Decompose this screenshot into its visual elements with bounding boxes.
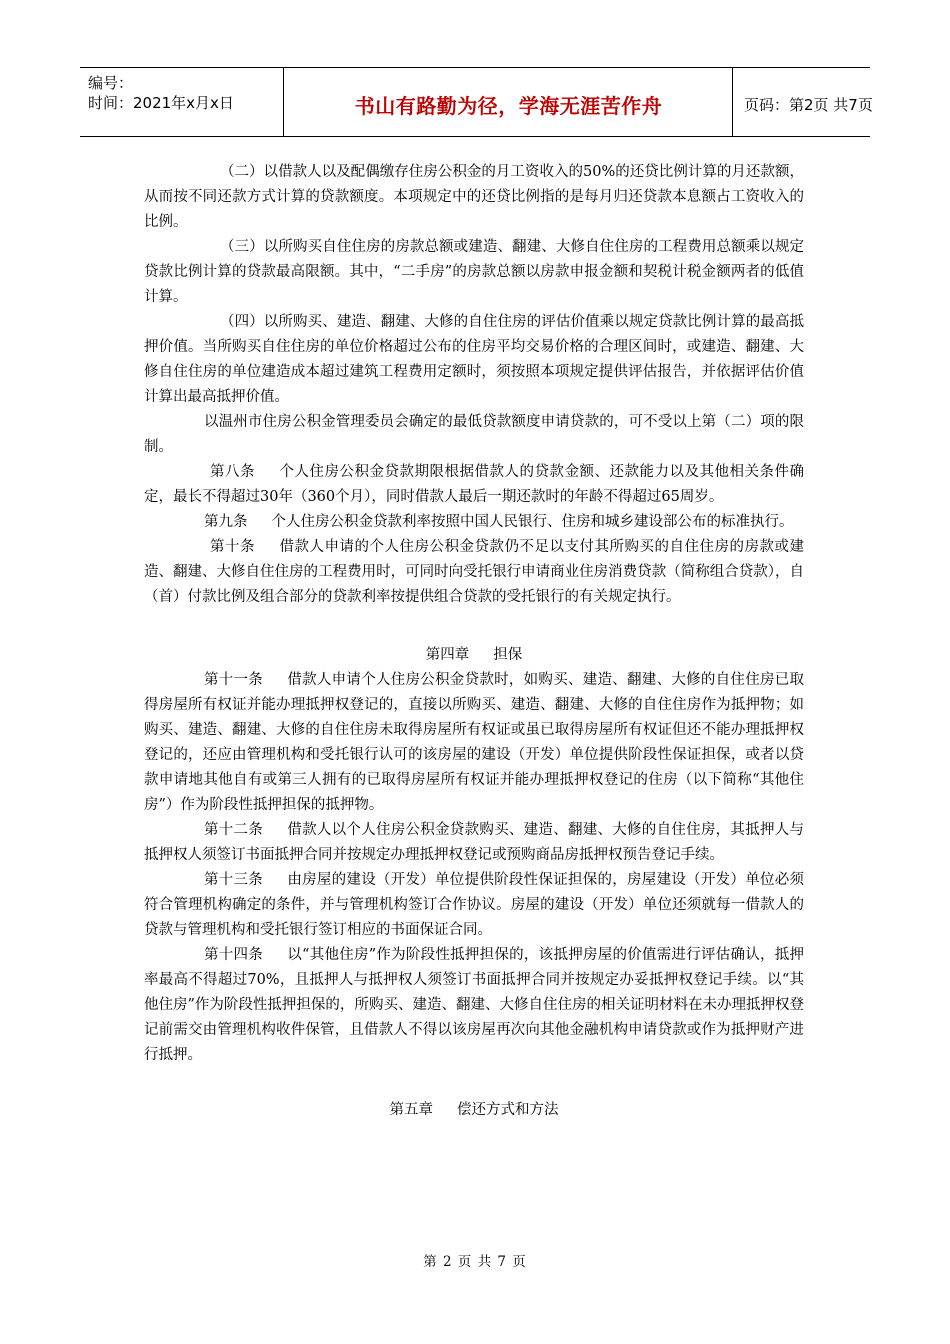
article-11-text: 借款人申请个人住房公积金贷款时，如购买、建造、翻建、大修的自住住房已取得房屋所有权证并能办理抵押权登记的，直接以所购买、建造、翻建、大修的自住住房作为抵押物；如购买、建造、翻建、大修的自住住房未取得房屋所有权证或虽已取得房屋所有权证但还不能办理抵押权登记的，还应由管理机构和受托银行认可的该房屋的建设（开发）单位提供阶段性保证担保，或者以贷款申请地其他自有或第三人拥有的已取得房屋所有权证并能办理抵押权登记的住房（以下简称“其他住房”）作为阶段性抵押担保的抵押物。 [144, 672, 804, 813]
chapter-5-number: 第五章 [389, 1102, 433, 1118]
header-page-cell [734, 68, 873, 136]
article-14-title: 第十四条 [204, 947, 264, 963]
article-9-text: 个人住房公积金贷款利率按照中国人民银行、住房和城乡建设部公布的标准执行。 [271, 514, 794, 530]
article-12-text: 借款人以个人住房公积金贷款购买、建造、翻建、大修的自住住房，其抵押人与抵押权人须签订书面抵押合同并按规定办理抵押权登记或预购商品房抵押权预告登记手续。 [144, 822, 804, 863]
paragraph-item-3: （三）以所购买自住住房的房款总额或建造、翻建、大修自住住房的工程费用总额乘以规定贷款比例计算的贷款最高限额。其中，“二手房”的房款总额以房款申报金额和契税计税金额两者的低值计算。 [144, 239, 804, 305]
article-13-title: 第十三条 [204, 872, 264, 888]
chapter-5-heading [144, 1098, 804, 1123]
article-9-title: 第九条 [204, 514, 248, 530]
chapter-4-title: 担保 [493, 647, 523, 663]
paragraph-item-4: （四）以所购买、建造、翻建、大修的自住住房的评估价值乘以规定贷款比例计算的最高抵押价值。当所购买自住住房的单位价格超过公布的住房平均交易价格的合理区间时，或建造、翻建、大修自住住房的单位建造成本超过建筑工程费用定额时，须按照本项规定提供评估报告，并依据评估价值计算出最高抵押价值。 [144, 314, 804, 405]
article-12-title: 第十二条 [204, 822, 264, 838]
serial-label: 编号： [88, 74, 134, 92]
article-10 [144, 535, 804, 610]
page-footer: 第 2 页 共 7 页 [423, 1254, 527, 1270]
header-meta-cell [80, 68, 284, 136]
article-11 [144, 668, 804, 818]
article-10-text: 借款人申请的个人住房公积金贷款仍不足以支付其所购买的自住住房的房款或建造、翻建、大修自住住房的工程费用时，可同时向受托银行申请商业住房消费贷款（简称组合贷款），自（首）付款比例及组合部分的贷款利率按提供组合贷款的受托银行的有关规定执行。 [144, 539, 804, 605]
article-9 [144, 510, 804, 535]
document-header [80, 67, 873, 137]
article-14-text: 以“其他住房”作为阶段性抵押担保的，该抵押房屋的价值需进行评估确认，抵押率最高不得超过70%，且抵押人与抵押权人须签订书面抵押合同并按规定办妥抵押权登记手续。以“其他住房”作为阶段性抵押担保的，所购买、建造、翻建、大修自住住房的相关证明材料在未办理抵押权登记前需交由管理机构收件保管，且借款人不得以该房屋再次向其他金融机构申请贷款或作为抵押财产进行抵押。 [144, 947, 805, 1063]
chapter-4-heading [144, 643, 804, 668]
article-11-title: 第十一条 [204, 672, 264, 688]
article-10-title: 第十条 [210, 539, 255, 555]
article-12 [144, 818, 804, 868]
chapter-5-title: 偿还方式和方法 [457, 1102, 559, 1118]
header-motto-cell [285, 68, 733, 136]
article-13 [144, 868, 804, 943]
paragraph-item-2: （二）以借款人以及配偶缴存住房公积金的月工资收入的50%的还贷比例计算的月还款额，从而按不同还款方式计算的贷款额度。本项规定中的还贷比例指的是每月归还贷款本息额占工资收入的比例。 [144, 164, 804, 230]
page-info: 页码：第2页 共7页 [744, 96, 873, 114]
document-body [144, 160, 804, 1123]
article-14 [144, 943, 804, 1068]
article-8-title: 第八条 [210, 464, 255, 480]
chapter-4-number: 第四章 [425, 647, 470, 663]
article-8 [144, 460, 804, 510]
article-8-text: 个人住房公积金贷款期限根据借款人的贷款金额、还款能力以及其他相关条件确定，最长不得超过30年（360个月），同时借款人最后一期还款时的年龄不得超过65周岁。 [144, 464, 804, 505]
date-line: 时间：2021年x月x日 [88, 94, 234, 112]
paragraph-exception: 以温州市住房公积金管理委员会确定的最低贷款额度申请贷款的，可不受以上第（二）项的限制。 [144, 414, 804, 455]
article-13-text: 由房屋的建设（开发）单位提供阶段性保证担保的，房屋建设（开发）单位必须符合管理机构确定的条件，并与管理机构签订合作协议。房屋的建设（开发）单位还须就每一借款人的贷款与管理机构和受托银行签订相应的书面保证合同。 [144, 872, 804, 938]
motto: 书山有路勤为径，学海无涯苦作舟 [354, 94, 663, 118]
